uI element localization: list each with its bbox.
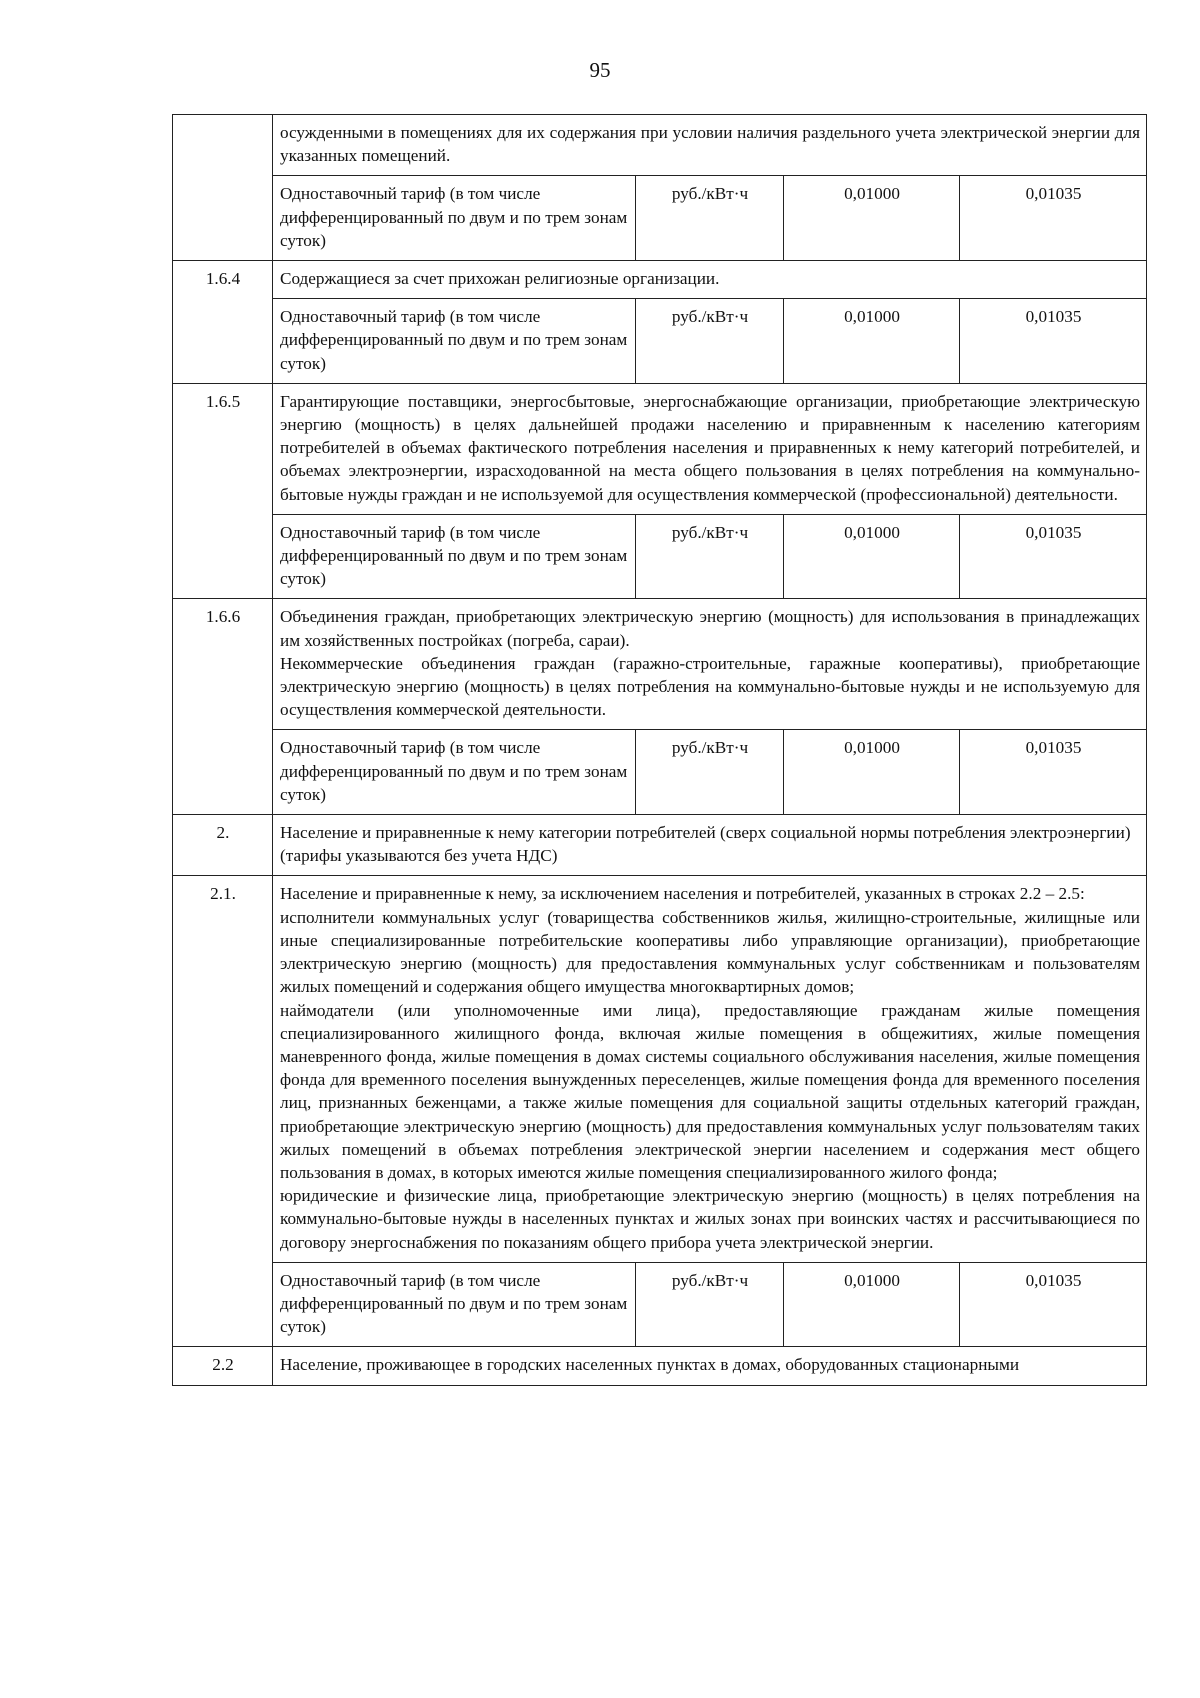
- row-number: 2.2: [173, 1347, 273, 1385]
- table-row: [173, 1347, 1147, 1385]
- paragraph: исполнители коммунальных услуг (товарищества собственников жилья, жилищно-строительные, жилищные или иные специализированные потребительские кооперативы либо управляющие организации), приобретающие электрическую энергию (мощность) для предоставления коммунальных услуг собственникам и пользователям жилых помещений и содержания общего имущества многоквартирных домов;: [280, 907, 1141, 997]
- unit-cell: руб./кВт·ч: [636, 730, 784, 815]
- table-row: [173, 261, 1147, 299]
- row-number: 2.1.: [173, 876, 273, 1347]
- paragraph: Объединения граждан, приобретающих электрическую энергию (мощность) для использования в принадлежащих им хозяйственных постройках (погреба, сараи).: [280, 607, 1141, 650]
- category-description: [273, 599, 1147, 730]
- table-row: [173, 115, 1147, 176]
- value-cell-first-half: 0,01000: [784, 299, 960, 384]
- tariff-name: Одноставочный тариф (в том числе дифференцированный по двум и по трем зонам суток): [273, 176, 636, 261]
- value-cell-first-half: 0,01000: [784, 1262, 960, 1347]
- category-description: Население, проживающее в городских населенных пунктах в домах, оборудованных стационарными: [273, 1347, 1147, 1385]
- row-number: [173, 115, 273, 261]
- value-cell-second-half: 0,01035: [960, 730, 1147, 815]
- value-cell-first-half: 0,01000: [784, 730, 960, 815]
- unit-cell: руб./кВт·ч: [636, 176, 784, 261]
- tariff-row: [173, 299, 1147, 384]
- table-row: [173, 383, 1147, 514]
- tariff-row: [173, 514, 1147, 599]
- table-row: [173, 876, 1147, 1262]
- category-description: Население и приравненные к нему категории потребителей (сверх социальной нормы потребления электроэнергии) (тарифы указываются без учета НДС): [273, 815, 1147, 876]
- value-cell-first-half: 0,01000: [784, 514, 960, 599]
- value-cell-second-half: 0,01035: [960, 176, 1147, 261]
- tariff-row: [173, 176, 1147, 261]
- tariff-row: [173, 730, 1147, 815]
- tariff-name: Одноставочный тариф (в том числе дифференцированный по двум и по трем зонам суток): [273, 514, 636, 599]
- table-row: [173, 815, 1147, 876]
- row-number: 1.6.5: [173, 383, 273, 599]
- value-cell-second-half: 0,01035: [960, 1262, 1147, 1347]
- unit-cell: руб./кВт·ч: [636, 514, 784, 599]
- table-row: [173, 599, 1147, 730]
- category-description: осужденными в помещениях для их содержания при условии наличия раздельного учета электрической энергии для указанных помещений.: [273, 115, 1147, 176]
- tariff-name: Одноставочный тариф (в том числе дифференцированный по двум и по трем зонам суток): [273, 730, 636, 815]
- unit-cell: руб./кВт·ч: [636, 299, 784, 384]
- value-cell-second-half: 0,01035: [960, 514, 1147, 599]
- paragraph: Некоммерческие объединения граждан (гаражно-строительные, гаражные кооперативы), приобретающие электрическую энергию (мощность) в целях потребления на коммунально-бытовые нужды и не используемую для осуществления коммерческой деятельности.: [280, 653, 1141, 720]
- unit-cell: руб./кВт·ч: [636, 1262, 784, 1347]
- row-number: 2.: [173, 815, 273, 876]
- paragraph: юридические и физические лица, приобретающие электрическую энергию (мощность) в целях потребления на коммунально-бытовые нужды в населенных пунктах и жилых зонах при воинских частях и рассчитывающиеся по договору энергоснабжения по показаниям общего прибора учета электрической энергии.: [280, 1186, 1141, 1252]
- paragraph: наймодатели (или уполномоченные ими лица), предоставляющие гражданам жилые помещения специализированного жилищного фонда, включая жилые помещения в общежитиях, жилые помещения маневренного фонда, жилые помещения в домах системы социального обслуживания населения, жилые помещения фонда для временного поселения вынужденных переселенцев, жилые помещения фонда для временного поселения лиц, признанных беженцами, а также жилые помещения для социальной защиты отдельных категорий граждан, приобретающие электрическую энергию (мощность) для предоставления коммунальных услуг пользователям таких жилых помещений в объемах потребления электрической энергии населением и содержания мест общего пользования в домах, в которых имеются жилые помещения специализированного жилого фонда;: [280, 1000, 1141, 1182]
- value-cell-second-half: 0,01035: [960, 299, 1147, 384]
- category-description: Гарантирующие поставщики, энергосбытовые, энергоснабжающие организации, приобретающие электрическую энергию (мощность) в целях дальнейшей продажи населению и приравненным к населению категориям потребителей в объемах фактического потребления населения и приравненных к нему категорий потребителей, и объемах электроэнергии, израсходованной на места общего пользования в целях потребления на коммунально-бытовые нужды граждан и не используемой для осуществления коммерческой (профессиональной) деятельности.: [273, 383, 1147, 514]
- tariff-name: Одноставочный тариф (в том числе дифференцированный по двум и по трем зонам суток): [273, 1262, 636, 1347]
- tariff-row: [173, 1262, 1147, 1347]
- paragraph: Население и приравненные к нему, за исключением населения и потребителей, указанных в строках 2.2 – 2.5:: [280, 884, 1085, 904]
- value-cell-first-half: 0,01000: [784, 176, 960, 261]
- tariff-name: Одноставочный тариф (в том числе дифференцированный по двум и по трем зонам суток): [273, 299, 636, 384]
- category-description: Содержащиеся за счет прихожан религиозные организации.: [273, 261, 1147, 299]
- category-description: [273, 876, 1147, 1262]
- page-number: 95: [589, 58, 611, 82]
- row-number: 1.6.4: [173, 261, 273, 384]
- tariff-table: [172, 114, 1147, 1386]
- row-number: 1.6.6: [173, 599, 273, 815]
